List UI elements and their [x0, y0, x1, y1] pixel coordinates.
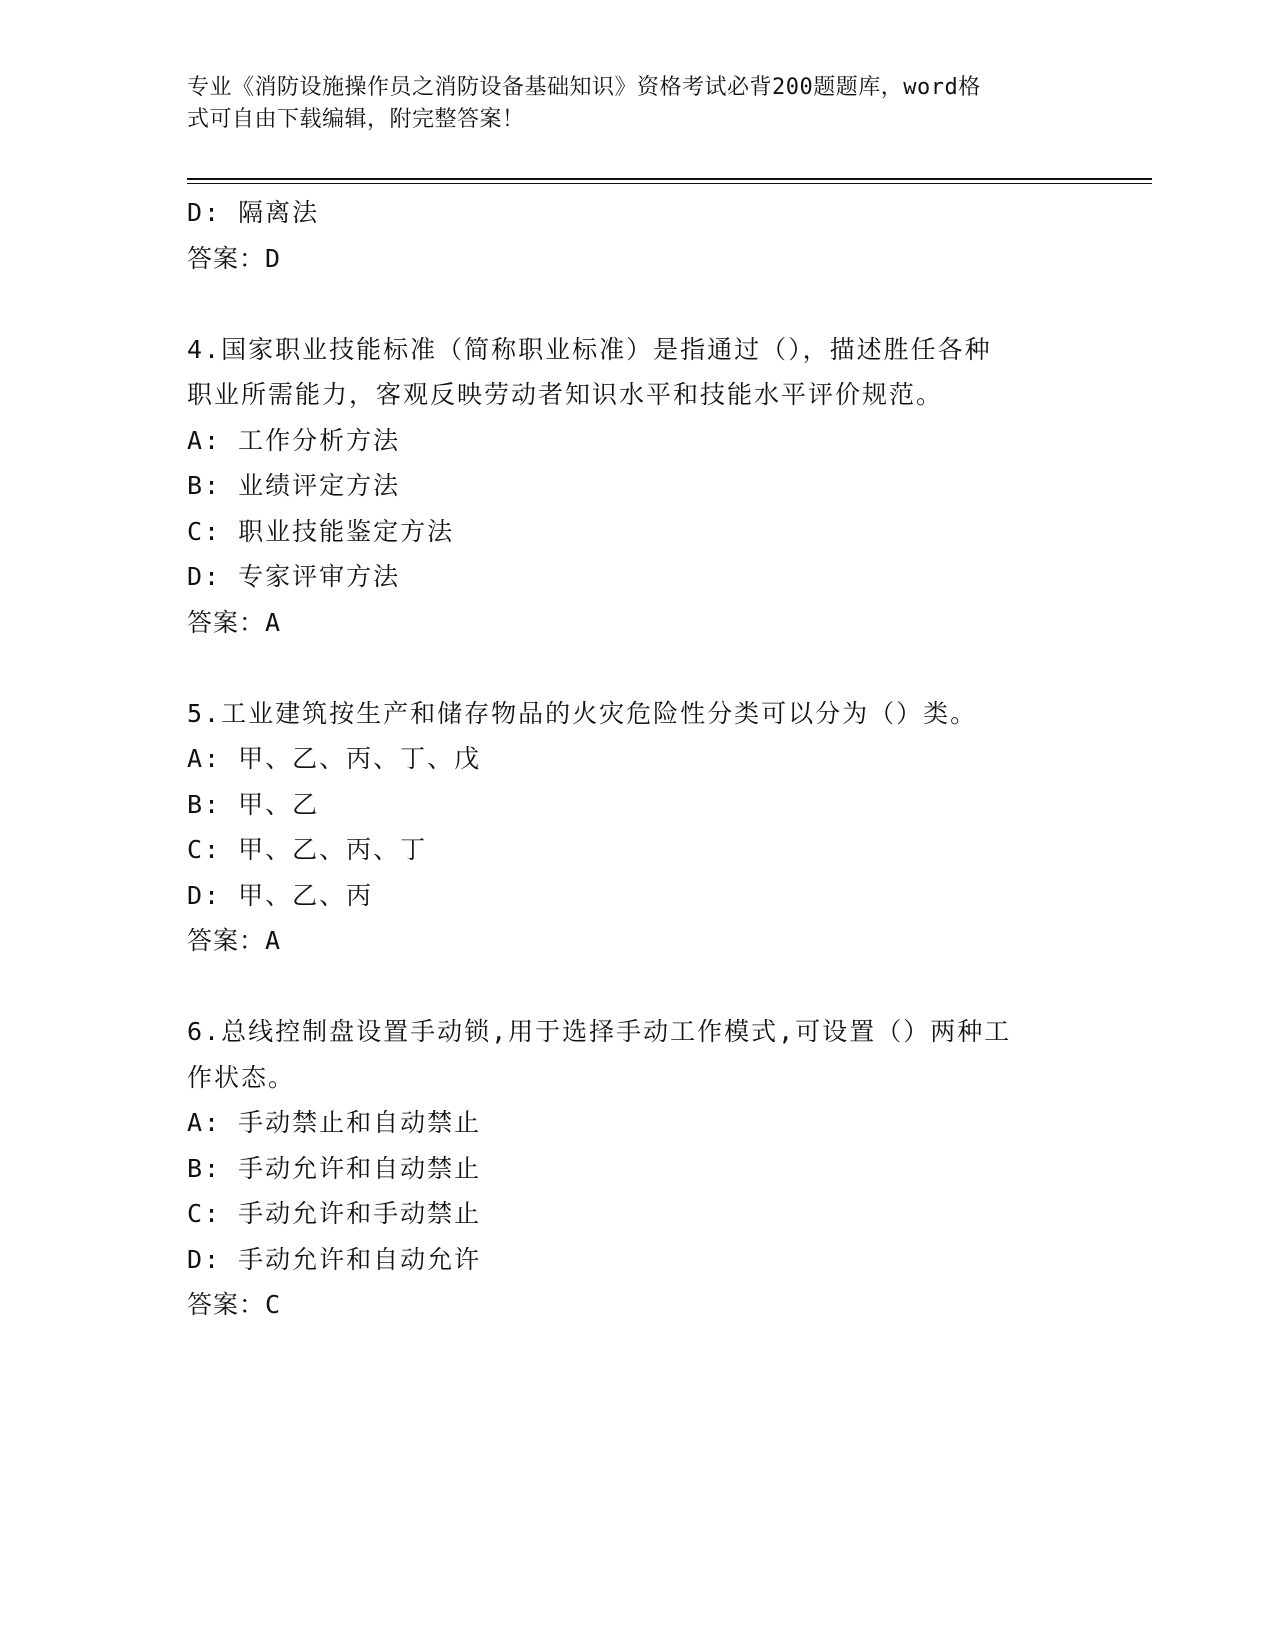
question-5-option-a: A: 甲、乙、丙、丁、戊 — [187, 744, 482, 773]
header-line-2: 式可自由下载编辑，附完整答案！ — [187, 107, 525, 132]
question-3-option-d: D: 隔离法 — [187, 198, 320, 227]
question-6-option-a: A: 手动禁止和自动禁止 — [187, 1108, 482, 1137]
question-6-option-c: C: 手动允许和手动禁止 — [187, 1199, 482, 1228]
question-5-stem-line-1: 5.工业建筑按生产和储存物品的火灾危险性分类可以分为（）类。 — [187, 698, 978, 728]
question-6 — [187, 1009, 1067, 1328]
question-4-option-c: C: 职业技能鉴定方法 — [187, 516, 455, 546]
question-4 — [187, 327, 1067, 646]
header-divider-thick — [187, 178, 1152, 180]
question-content — [187, 190, 1067, 1328]
question-3-answer: 答案：D — [187, 243, 282, 273]
question-5-answer: 答案：A — [187, 926, 282, 955]
document-header — [187, 72, 1067, 136]
spacer — [187, 964, 1067, 1010]
spacer — [187, 281, 1067, 327]
question-6-answer: 答案：C — [187, 1290, 282, 1319]
question-4-option-d: D: 专家评审方法 — [187, 562, 401, 591]
spacer — [187, 645, 1067, 691]
question-4-option-a: A: 工作分析方法 — [187, 425, 401, 455]
question-5-option-b: B: 甲、乙 — [187, 789, 320, 819]
question-4-answer: 答案：A — [187, 607, 282, 637]
question-6-option-b: B: 手动允许和自动禁止 — [187, 1153, 482, 1183]
question-5-option-c: C: 甲、乙、丙、丁 — [187, 835, 428, 864]
question-6-stem-line-2: 作状态。 — [187, 1062, 296, 1092]
question-4-option-b: B: 业绩评定方法 — [187, 471, 401, 500]
question-5-option-d: D: 甲、乙、丙 — [187, 880, 374, 910]
question-5 — [187, 691, 1067, 964]
question-6-option-d: D: 手动允许和自动允许 — [187, 1244, 482, 1274]
question-6-stem-line-1: 6.总线控制盘设置手动锁,用于选择手动工作模式,可设置（）两种工 — [187, 1017, 1012, 1046]
question-4-stem-line-2: 职业所需能力，客观反映劳动者知识水平和技能水平评价规范。 — [187, 380, 944, 409]
header-line-1: 专业《消防设施操作员之消防设备基础知识》资格考试必背200题题库，word格 — [187, 75, 981, 100]
header-divider-thin — [187, 183, 1152, 184]
question-3-tail — [187, 190, 1067, 281]
question-4-stem-line-1: 4.国家职业技能标准（简称职业标准）是指通过（），描述胜任各种 — [187, 334, 992, 364]
